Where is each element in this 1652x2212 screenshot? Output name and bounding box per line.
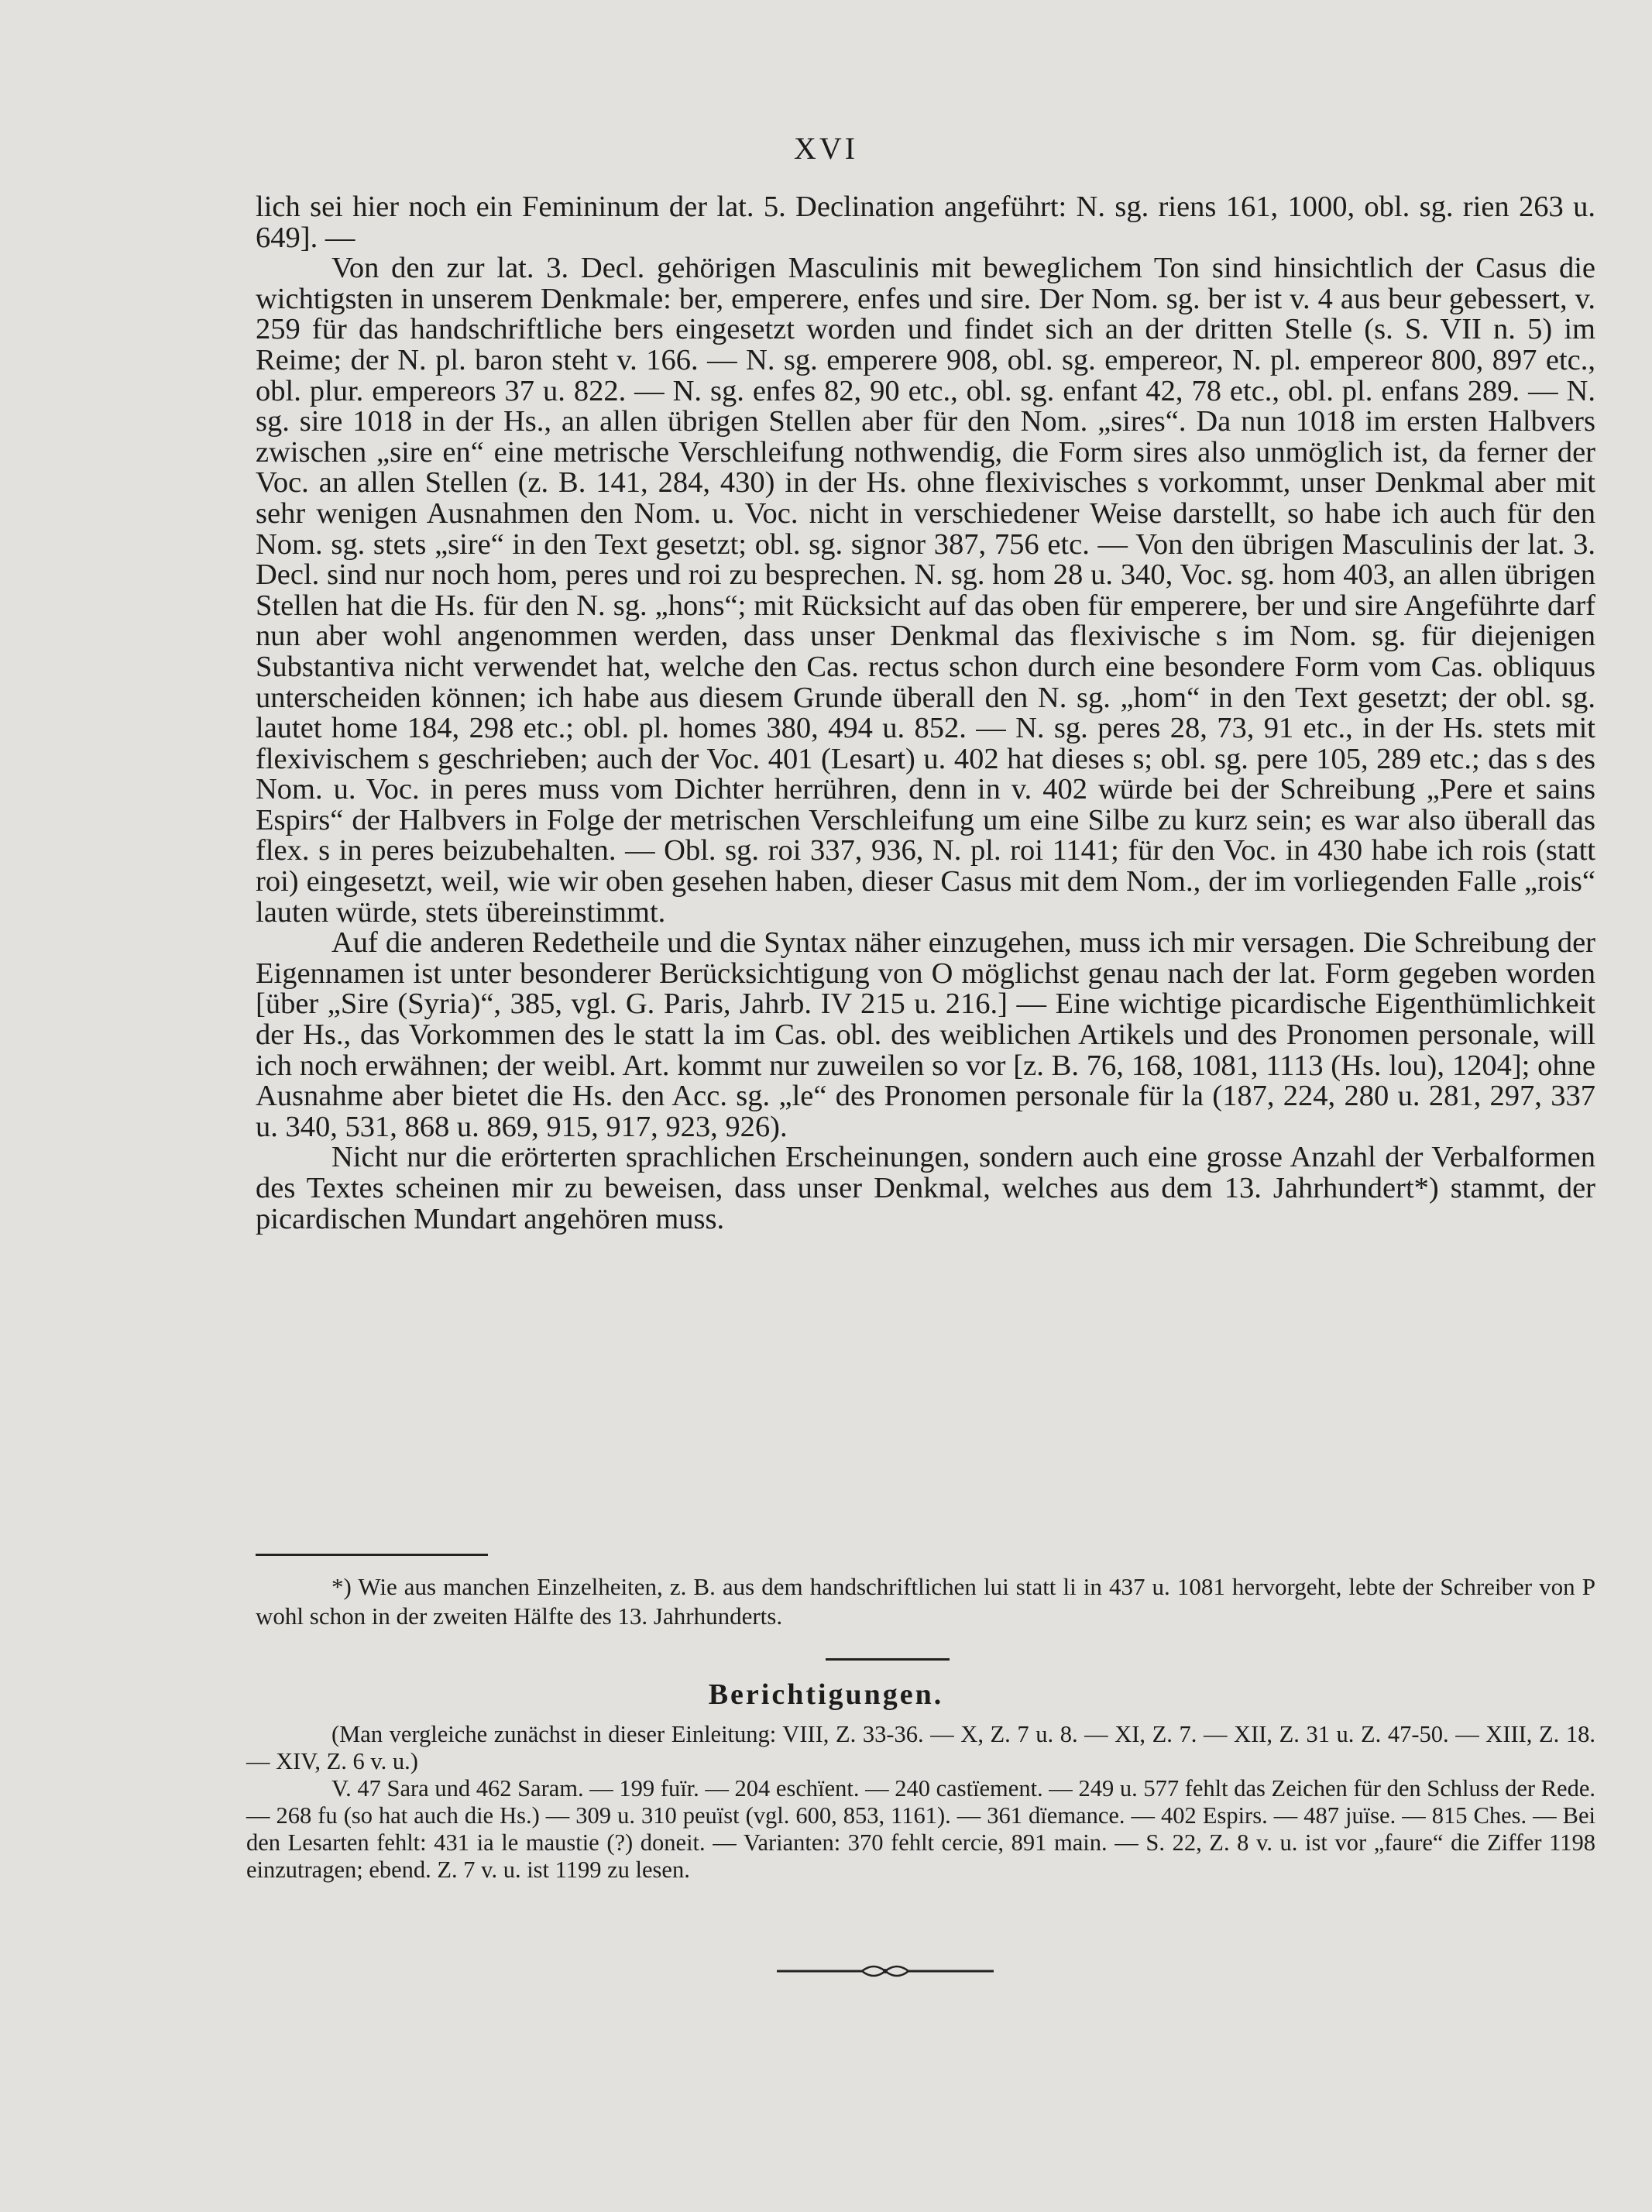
errata-reference: (Man vergleiche zunächst in dieser Einleitung: VIII, Z. 33-36. — X, Z. 7 u. 8. — XI, Z. 7. — XII, Z. 31 u. Z. 47-50. — XIII, Z. 18. — XIV, Z. 6 v. u.) — [246, 1721, 1595, 1774]
paragraph-syntax: Auf die anderen Redetheile und die Syntax näher einzugehen, muss ich mir versagen. Die Schreibung der Eigennamen ist unter besonderer Berücksichtigung von O möglichst genau nach der lat. Form gegeben worden [über „Sire (Syria)“, 385, vgl. G. Paris, Jahrb. IV 215 u. 216.] — Eine wichtige picardische Eigenthümlichkeit der Hs., das Vorkommen des le statt la im Cas. obl. des weiblichen Artikels und des Pronomen personale, will ich noch erwähnen; der weibl. Art. kommt nur zuweilen so vor [z. B. 76, 168, 1081, 1113 (Hs. lou), 1204]; ohne Ausnahme aber bietet die Hs. den Acc. sg. „le“ des Pronomen personale für la (187, 224, 280 u. 281, 297, 337 u. 340, 531, 868 u. 869, 915, 917, 923, 926). — [256, 926, 1595, 1143]
footnote-text: *) Wie aus manchen Einzelheiten, z. B. aus dem handschriftlichen lui statt li in 437 u. 1081 hervorgeht, lebte der Schreiber von P wohl schon in der zweiten Hälfte des 13. Jahrhunderts. — [256, 1573, 1595, 1630]
paragraph-masculina: Von den zur lat. 3. Decl. gehörigen Masculinis mit beweglichem Ton sind hinsichtlich der Casus die wichtigsten in unserem Denkmale: ber, emperere, enfes und sire. Der Nom. sg. ber ist v. 4 aus beur gebessert, v. 259 für das handschriftliche bers eingesetzt worden und findet sich an der dritten Stelle (s. S. VII n. 5) im Reime; der N. pl. baron steht v. 166. — N. sg. emperere 908, obl. sg. empereor, N. pl. empereor 800, 897 etc., obl. plur. empereors 37 u. 822. — N. sg. enfes 82, 90 etc., obl. sg. enfant 42, 78 etc., obl. pl. enfans 289. — N. sg. sire 1018 in der Hs., an allen übrigen Stellen aber für den Nom. „sires“. Da nun 1018 im ersten Halbvers zwischen „sire en“ eine metrische Verschleifung nothwendig, die Form sires also unmöglich ist, da ferner der Voc. an allen Stellen (z. B. 141, 284, 430) in der Hs. ohne flexivisches s vorkommt, unser Denkmal aber mit sehr wenigen Ausnahmen den Nom. u. Voc. nicht in verschiedener Weise darstellt, so habe ich auch für den Nom. sg. stets „sire“ in den Text gesetzt; obl. sg. signor 387, 756 etc. — Von den übrigen Masculinis der lat. 3. Decl. sind nur noch hom, peres und roi zu besprechen. N. sg. hom 28 u. 340, Voc. sg. hom 403, an allen übrigen Stellen hat die Hs. für den N. sg. „hons“; mit Rücksicht auf das oben für emperere, ber und sire Angeführte darf nun aber wohl angenommen werden, dass unser Denkmal das flexivische s im Nom. sg. für diejenigen Substantiva nicht verwendet hat, welche den Cas. rectus schon durch eine besondere Form vom Cas. obliquus unterscheiden können; ich habe aus diesem Grunde überall den N. sg. „hom“ in den Text gesetzt; der obl. sg. lautet home 184, 298 etc.; obl. pl. homes 380, 494 u. 852. — N. sg. peres 28, 73, 91 etc., in der Hs. stets mit flexivischem s geschrieben; auch der Voc. 401 (Lesart) u. 402 hat dieses s; obl. sg. pere 105, 289 etc.; das s des Nom. u. Voc. in peres muss vom Dichter herrühren, denn in v. 402 würde bei der Schreibung „Pere et sains Espirs“ der Halbvers in Folge der metrischen Verschleifung um eine Silbe zu kurz sein; es war also überall das flex. s in peres beizubehalten. — Obl. sg. roi 337, 936, N. pl. roi 1141; für den Voc. in 430 habe ich rois (statt roi) eingesetzt, weil, wie wir oben gesehen haben, dieser Casus mit dem Nom., der im vorliegenden Falle „rois“ lauten würde, stets übereinstimmt. — [256, 252, 1595, 929]
paragraph-conclusion: Nicht nur die erörterten sprachlichen Erscheinungen, sondern auch eine grosse Anzahl der Verbalformen des Textes scheinen mir zu beweisen, dass unser Denkmal, welches aus dem 13. Jahrhundert*) stammt, der picardischen Mundart angehören muss. — [256, 1141, 1595, 1235]
footnote — [256, 1572, 1595, 1631]
errata-section — [246, 1721, 1595, 1884]
errata-corrections: V. 47 Sara und 462 Saram. — 199 fuïr. — 204 eschïent. — 240 castïement. — 249 u. 577 fehlt das Zeichen für den Schluss der Rede. — 268 fu (so hat auch die Hs.) — 309 u. 310 peuïst (vgl. 600, 853, 1161). — 361 dïemance. — 402 Espirs. — 487 juïse. — 815 Ches. — Bei den Lesarten fehlt: 431 ia le maustie (?) doneit. — Varianten: 370 fehlt cercie, 891 main. — S. 22, Z. 8 v. u. ist vor „faure“ die Ziffer 1198 einzutragen; ebend. Z. 7 v. u. ist 1199 zu lesen. — [246, 1775, 1595, 1883]
page-number: XVI — [793, 131, 859, 166]
footnote-divider — [256, 1554, 488, 1556]
body-text — [256, 192, 1595, 1235]
errata-heading: Berichtigungen. — [708, 1678, 944, 1711]
ornament-divider-icon — [777, 1960, 994, 1983]
paragraph-continuation: lich sei hier noch ein Femininum der lat. 5. Declination angeführt: N. sg. riens 161, 1000, obl. sg. rien 263 u. 649]. — — [256, 191, 1595, 254]
section-divider — [826, 1658, 950, 1661]
